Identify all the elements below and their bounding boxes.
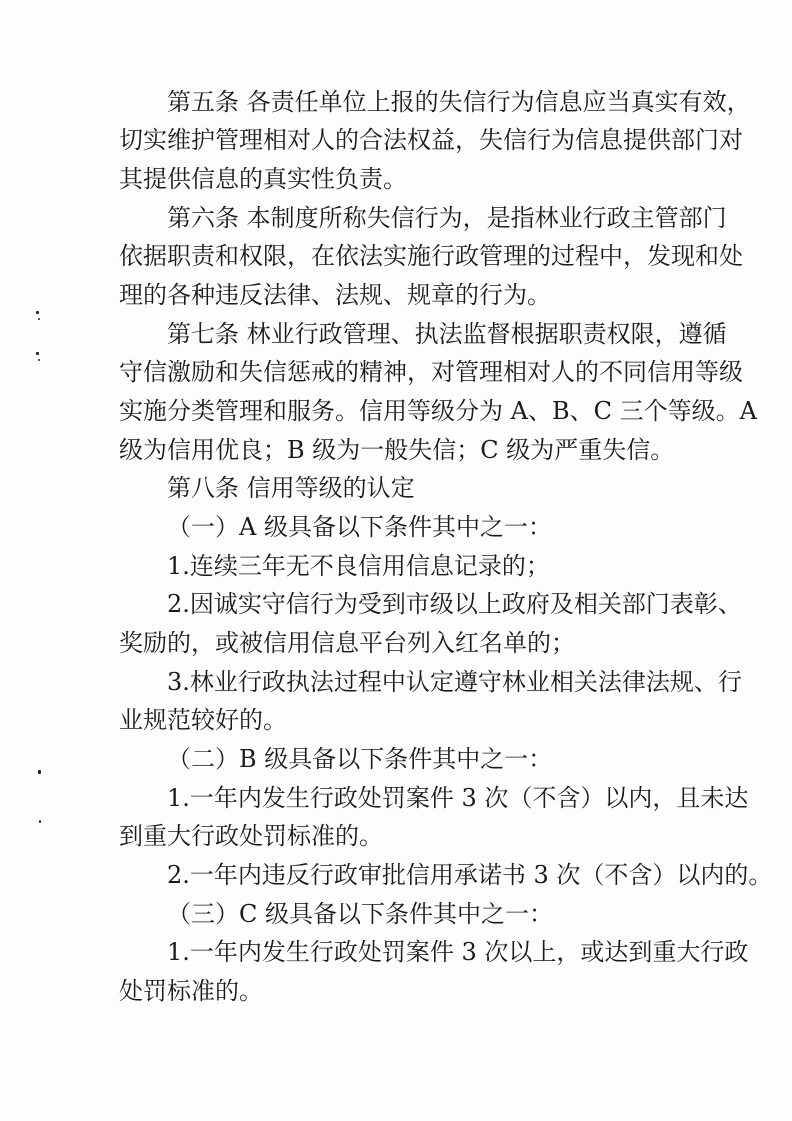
- article-5-line-1: 第五条 各责任单位上报的失信行为信息应当真实有效，: [167, 88, 751, 116]
- scan-speck: [38, 359, 40, 361]
- grade-a-item-3-line-2: 业规范较好的。: [119, 706, 287, 734]
- article-6-line-3: 理的各种违反法律、法规、规章的行为。: [119, 281, 551, 309]
- grade-b-heading: （二）B 级具备以下条件其中之一：: [167, 745, 553, 773]
- grade-a-item-1: 1.连续三年无不良信用信息记录的；: [167, 552, 550, 580]
- scan-speck: [36, 352, 39, 355]
- grade-c-item-1-line-2: 处罚标准的。: [119, 977, 263, 1005]
- scan-speck: [38, 770, 41, 774]
- grade-c-heading: （三）C 级具备以下条件其中之一：: [167, 900, 553, 928]
- grade-a-item-2-line-1: 2.因诚实守信行为受到市级以上政府及相关部门表彰、: [167, 590, 742, 618]
- article-7-line-1: 第七条 林业行政管理、执法监督根据职责权限，遵循: [167, 320, 727, 348]
- scan-speck: [36, 311, 39, 314]
- grade-b-item-2: 2.一年内违反行政审批信用承诺书 3 次（不含）以内的。: [167, 861, 773, 889]
- article-5-line-2: 切实维护管理相对人的合法权益，失信行为信息提供部门对: [119, 126, 743, 154]
- article-6-line-2: 依据职责和权限，在依法实施行政管理的过程中，发现和处: [119, 242, 743, 270]
- article-6-line-1: 第六条 本制度所称失信行为，是指林业行政主管部门: [167, 204, 727, 232]
- grade-b-item-1-line-2: 到重大行政处罚标准的。: [119, 822, 383, 850]
- grade-a-item-2-line-2: 奖励的，或被信用信息平台列入红名单的；: [119, 629, 575, 657]
- scan-speck: [38, 318, 40, 320]
- article-7-line-4: 级为信用优良；B 级为一般失信；C 级为严重失信。: [119, 436, 675, 464]
- grade-c-item-1-line-1: 1.一年内发生行政处罚案件 3 次以上，或达到重大行政: [167, 938, 749, 966]
- grade-a-item-3-line-1: 3.林业行政执法过程中认定遵守林业相关法律法规、行: [167, 668, 742, 696]
- article-7-line-3: 实施分类管理和服务。信用等级分为 A、B、C 三个等级。A: [119, 397, 757, 425]
- article-5-line-3: 其提供信息的真实性负责。: [119, 165, 407, 193]
- article-7-line-2: 守信激励和失信惩戒的精神，对管理相对人的不同信用等级: [119, 358, 743, 386]
- article-8-heading: 第八条 信用等级的认定: [167, 474, 415, 502]
- grade-a-heading: （一）A 级具备以下条件其中之一：: [167, 513, 552, 541]
- grade-b-item-1-line-1: 1.一年内发生行政处罚案件 3 次（不含）以内，且未达: [167, 784, 749, 812]
- scan-speck: [39, 820, 41, 823]
